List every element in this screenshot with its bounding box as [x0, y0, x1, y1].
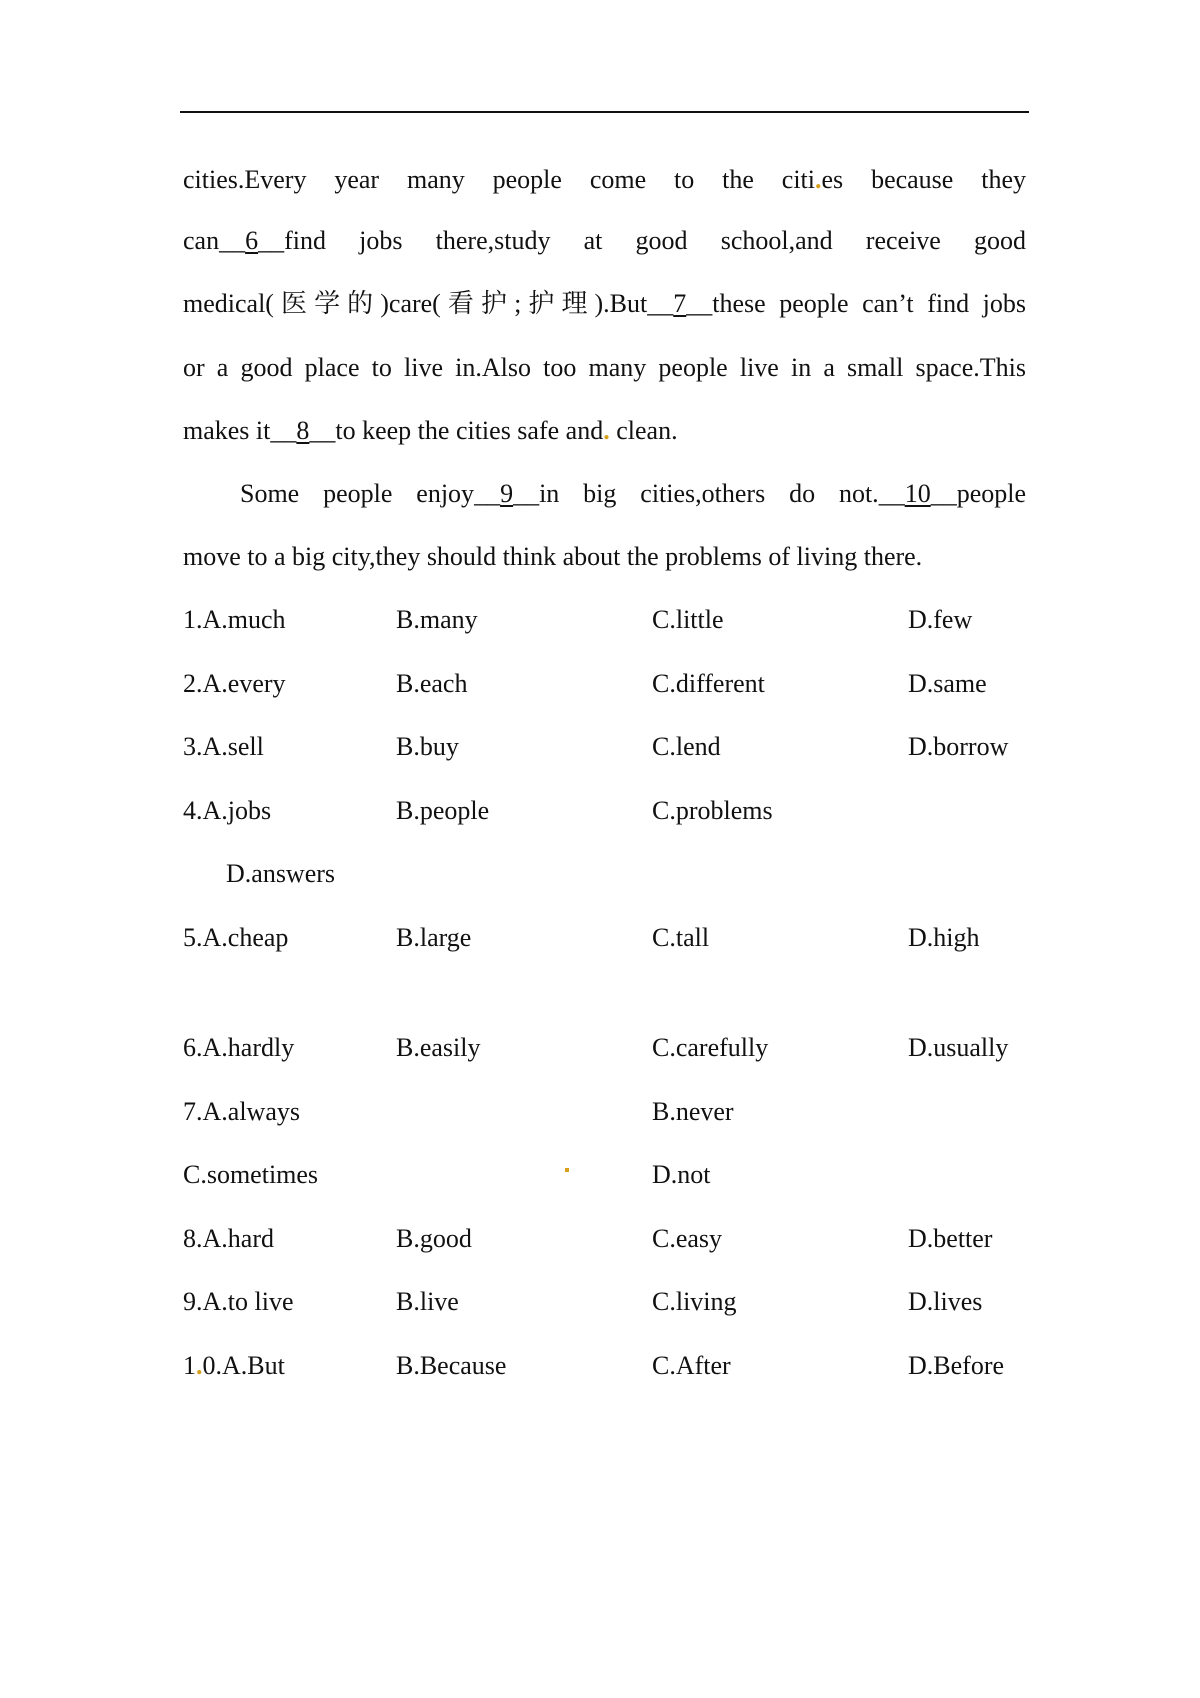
blank-9: __9__ — [474, 479, 540, 508]
option-c: C.After — [652, 1351, 731, 1380]
option-b: B.large — [396, 923, 472, 952]
passage-text: Some people enjoy — [240, 479, 475, 508]
highlight-dot: . — [815, 165, 822, 194]
option-d: D.Before — [908, 1351, 1005, 1380]
option-a: 1.0.A.But — [183, 1351, 285, 1380]
option-a: 1.A.much — [183, 605, 286, 634]
option-a: 3.A.sell — [183, 732, 264, 761]
option-d: D.answers — [226, 859, 336, 888]
passage-text: or a good place to live in.Also too many people live in a small space.This — [183, 353, 1026, 382]
passage-text: to keep the cities safe and — [335, 416, 604, 445]
option-d: D.few — [908, 605, 973, 634]
option-b: B.people — [396, 796, 490, 825]
option-c: C.living — [652, 1287, 737, 1316]
highlight-dot: . — [196, 1351, 203, 1380]
passage-line-6 — [240, 478, 1026, 510]
option-c: C.lend — [652, 732, 721, 761]
blank-10: __10__ — [878, 479, 957, 508]
option-b: B.good — [396, 1224, 472, 1253]
passage-line-7 — [183, 541, 1026, 573]
passage-text: medical(医学的)care(看护;护理).But — [183, 289, 648, 318]
option-c: C.problems — [652, 796, 773, 825]
option-c: C.different — [652, 669, 765, 698]
passage-text: can — [183, 226, 220, 255]
highlight-dot — [565, 1168, 569, 1172]
passage-text: move to a big city,they should think about the problems of living there. — [183, 542, 923, 571]
passage-line-4 — [183, 352, 1026, 384]
option-d: D.same — [908, 669, 987, 698]
option-a: 9.A.to live — [183, 1287, 294, 1316]
passage-line-1 — [183, 164, 1026, 196]
blank-8: __8__ — [270, 416, 336, 445]
option-b: B.Because — [396, 1351, 507, 1380]
highlight-dot: . — [603, 416, 610, 445]
passage-text: cities.Every year many people come to the citi — [183, 165, 816, 194]
passage-text: makes it — [183, 416, 271, 445]
option-b: B.easily — [396, 1033, 481, 1062]
passage-text: these people can’t find jobs — [712, 289, 1026, 318]
option-d: D.not — [652, 1160, 711, 1189]
passage-line-5 — [183, 415, 1026, 447]
option-a: 5.A.cheap — [183, 923, 289, 952]
header-rule — [180, 111, 1029, 113]
passage-text: clean. — [609, 416, 678, 445]
option-a: 6.A.hardly — [183, 1033, 295, 1062]
passage-text: es because they — [821, 165, 1026, 194]
option-d: D.lives — [908, 1287, 983, 1316]
passage-text: people — [956, 479, 1026, 508]
option-d: D.usually — [908, 1033, 1009, 1062]
option-a: 7.A.always — [183, 1097, 300, 1126]
option-a: 2.A.every — [183, 669, 286, 698]
option-b: B.never — [652, 1097, 734, 1126]
option-c: C.easy — [652, 1224, 723, 1253]
blank-7: __7__ — [647, 289, 713, 318]
option-c: C.sometimes — [183, 1160, 319, 1189]
option-b: B.buy — [396, 732, 459, 761]
passage-text: find jobs there,study at good school,and receive good — [284, 226, 1026, 255]
passage-text: in big cities,others do not. — [539, 479, 879, 508]
passage-line-2 — [183, 225, 1026, 257]
blank-6: __6__ — [219, 226, 285, 255]
option-d: D.better — [908, 1224, 993, 1253]
option-c: C.carefully — [652, 1033, 769, 1062]
option-a: 4.A.jobs — [183, 796, 272, 825]
passage-line-3 — [183, 288, 1026, 320]
option-d: D.borrow — [908, 732, 1009, 761]
option-b: B.many — [396, 605, 478, 634]
option-c: C.little — [652, 605, 724, 634]
option-b: B.live — [396, 1287, 459, 1316]
option-d: D.high — [908, 923, 980, 952]
option-c: C.tall — [652, 923, 710, 952]
option-a: 8.A.hard — [183, 1224, 274, 1253]
option-b: B.each — [396, 669, 468, 698]
